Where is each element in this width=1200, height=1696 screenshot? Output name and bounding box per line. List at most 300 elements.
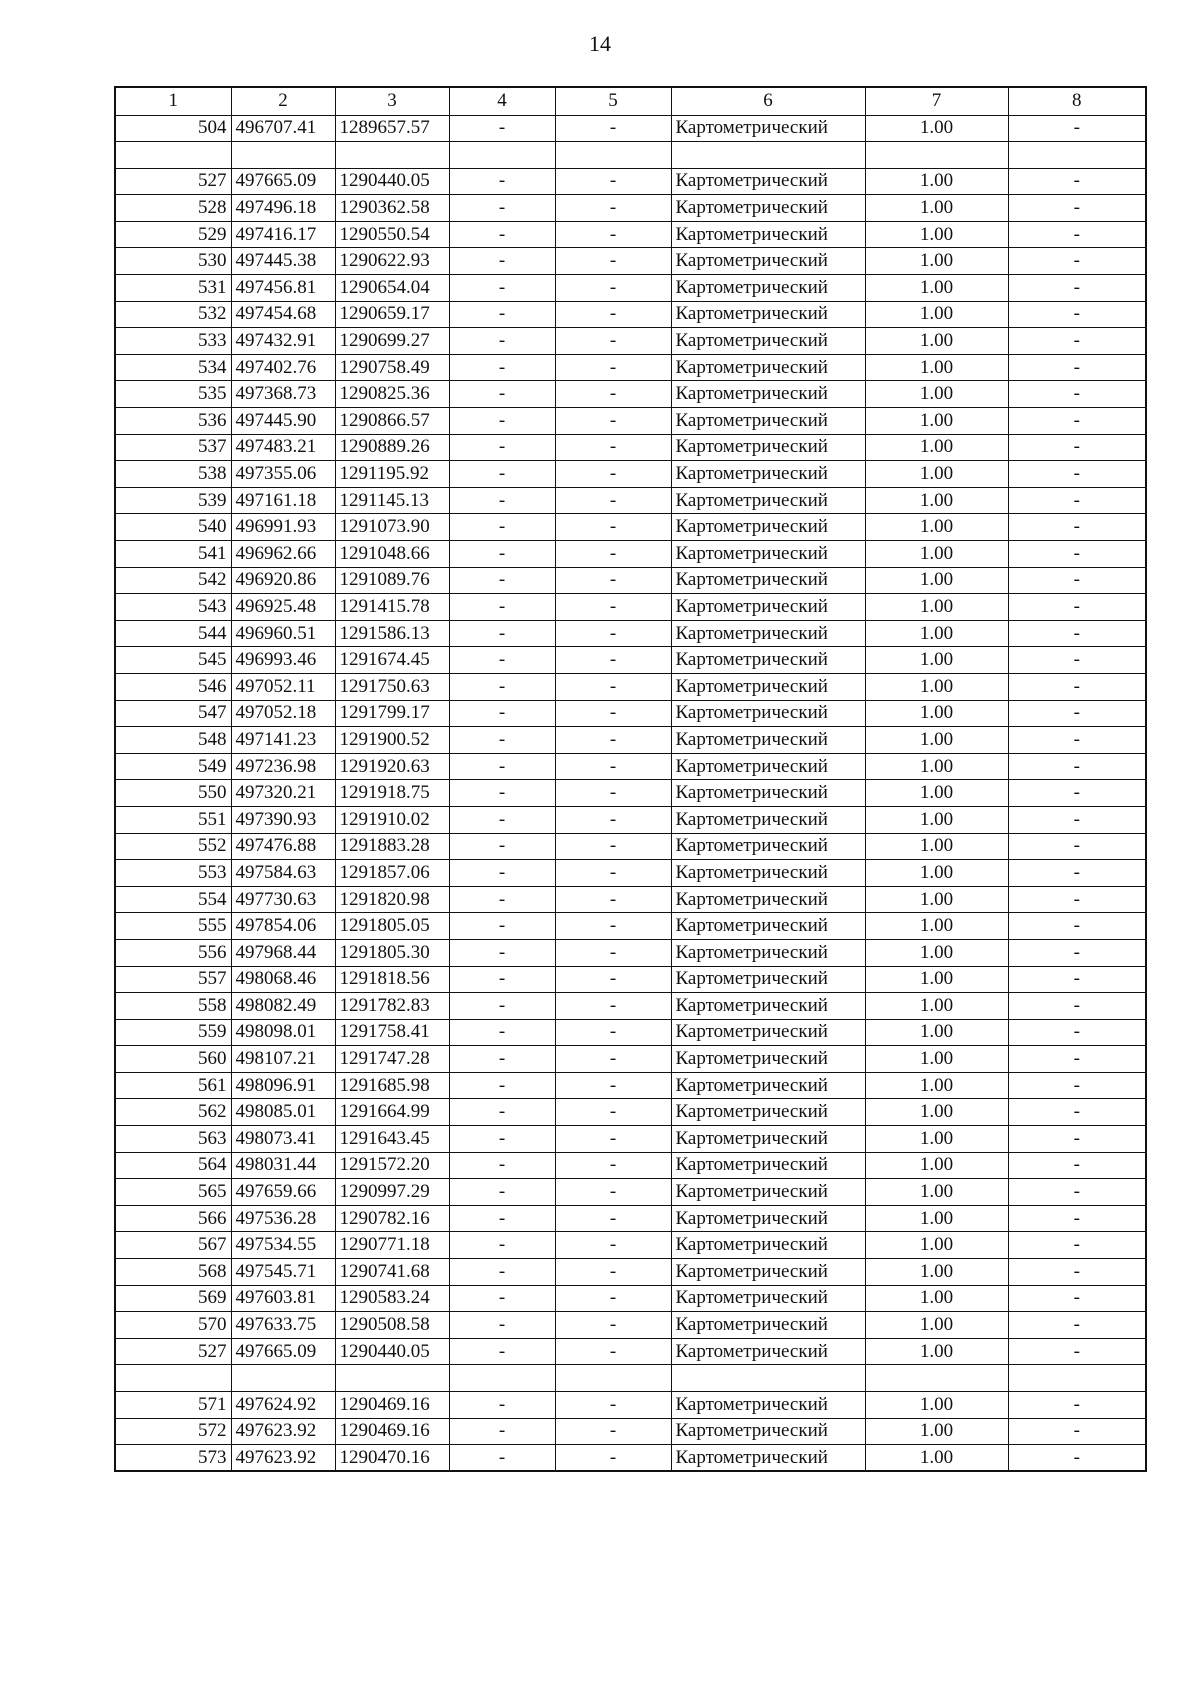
column-8-cell: -	[1008, 408, 1146, 435]
x-coordinate-cell: 498107.21	[231, 1046, 335, 1073]
accuracy-cell: 1.00	[865, 620, 1008, 647]
method-cell: Картометрический	[671, 913, 865, 940]
column-5-cell	[555, 1365, 671, 1392]
y-coordinate-cell: 1291799.17	[335, 700, 449, 727]
method-cell: Картометрический	[671, 966, 865, 993]
accuracy-cell: 1.00	[865, 993, 1008, 1020]
table-row	[115, 886, 1146, 913]
column-8-cell: -	[1008, 1152, 1146, 1179]
method-cell: Картометрический	[671, 275, 865, 302]
point-number-cell: 567	[115, 1232, 231, 1259]
column-8-cell: -	[1008, 115, 1146, 142]
x-coordinate-cell: 497445.38	[231, 248, 335, 275]
y-coordinate-cell: 1290771.18	[335, 1232, 449, 1259]
y-coordinate-cell: 1290622.93	[335, 248, 449, 275]
point-number-cell: 542	[115, 567, 231, 594]
accuracy-cell: 1.00	[865, 1126, 1008, 1153]
y-coordinate-cell: 1291805.30	[335, 939, 449, 966]
column-5-cell: -	[555, 1338, 671, 1365]
point-number-cell: 532	[115, 301, 231, 328]
column-4-cell: -	[449, 195, 555, 222]
y-coordinate-cell: 1291664.99	[335, 1099, 449, 1126]
point-number-cell: 545	[115, 647, 231, 674]
y-coordinate-cell: 1290782.16	[335, 1205, 449, 1232]
column-8-cell: -	[1008, 301, 1146, 328]
point-number-cell: 540	[115, 514, 231, 541]
column-8-cell: -	[1008, 328, 1146, 355]
table-row	[115, 647, 1146, 674]
column-4-cell: -	[449, 860, 555, 887]
x-coordinate-cell: 496962.66	[231, 541, 335, 568]
y-coordinate-cell: 1290440.05	[335, 168, 449, 195]
column-5-cell: -	[555, 727, 671, 754]
accuracy-cell: 1.00	[865, 1418, 1008, 1445]
x-coordinate-cell: 496925.48	[231, 594, 335, 621]
x-coordinate-cell: 497584.63	[231, 860, 335, 887]
column-8-cell: -	[1008, 1046, 1146, 1073]
method-cell: Картометрический	[671, 673, 865, 700]
column-8-cell: -	[1008, 1338, 1146, 1365]
method-cell: Картометрический	[671, 1072, 865, 1099]
method-cell: Картометрический	[671, 1099, 865, 1126]
method-cell: Картометрический	[671, 700, 865, 727]
column-5-cell: -	[555, 806, 671, 833]
y-coordinate-cell: 1291900.52	[335, 727, 449, 754]
method-cell	[671, 142, 865, 169]
y-coordinate-cell: 1291073.90	[335, 514, 449, 541]
method-cell: Картометрический	[671, 806, 865, 833]
table-row	[115, 408, 1146, 435]
table-row	[115, 434, 1146, 461]
point-number-cell: 555	[115, 913, 231, 940]
accuracy-cell: 1.00	[865, 541, 1008, 568]
y-coordinate-cell: 1291415.78	[335, 594, 449, 621]
column-8-cell: -	[1008, 1126, 1146, 1153]
x-coordinate-cell: 497536.28	[231, 1205, 335, 1232]
method-cell: Картометрический	[671, 195, 865, 222]
accuracy-cell: 1.00	[865, 168, 1008, 195]
table-row	[115, 594, 1146, 621]
column-4-cell: -	[449, 1338, 555, 1365]
column-8-cell: -	[1008, 647, 1146, 674]
point-number-cell: 563	[115, 1126, 231, 1153]
column-8-cell: -	[1008, 1072, 1146, 1099]
x-coordinate-cell: 497496.18	[231, 195, 335, 222]
column-8-cell: -	[1008, 514, 1146, 541]
column-5-cell: -	[555, 620, 671, 647]
accuracy-cell: 1.00	[865, 514, 1008, 541]
column-8-cell: -	[1008, 886, 1146, 913]
accuracy-cell: 1.00	[865, 301, 1008, 328]
accuracy-cell: 1.00	[865, 487, 1008, 514]
method-cell: Картометрический	[671, 461, 865, 488]
y-coordinate-cell: 1290550.54	[335, 221, 449, 248]
table-row	[115, 620, 1146, 647]
method-cell: Картометрический	[671, 328, 865, 355]
y-coordinate-cell: 1291857.06	[335, 860, 449, 887]
column-8-cell: -	[1008, 1179, 1146, 1206]
column-8-cell: -	[1008, 727, 1146, 754]
x-coordinate-cell: 496920.86	[231, 567, 335, 594]
x-coordinate-cell	[231, 142, 335, 169]
column-4-cell: -	[449, 673, 555, 700]
table-row	[115, 461, 1146, 488]
point-number-cell: 539	[115, 487, 231, 514]
column-8-cell: -	[1008, 1019, 1146, 1046]
y-coordinate-cell: 1290659.17	[335, 301, 449, 328]
x-coordinate-cell: 496707.41	[231, 115, 335, 142]
column-4-cell: -	[449, 1205, 555, 1232]
column-4-cell: -	[449, 1418, 555, 1445]
method-cell: Картометрический	[671, 168, 865, 195]
table-row	[115, 1259, 1146, 1286]
accuracy-cell: 1.00	[865, 328, 1008, 355]
column-5-cell: -	[555, 514, 671, 541]
column-header: 4	[449, 87, 555, 115]
column-4-cell: -	[449, 806, 555, 833]
y-coordinate-cell: 1291747.28	[335, 1046, 449, 1073]
column-4-cell: -	[449, 833, 555, 860]
method-cell: Картометрический	[671, 115, 865, 142]
column-4-cell: -	[449, 1179, 555, 1206]
column-5-cell: -	[555, 1445, 671, 1472]
column-8-cell: -	[1008, 753, 1146, 780]
column-5-cell: -	[555, 860, 671, 887]
point-number-cell: 559	[115, 1019, 231, 1046]
column-5-cell: -	[555, 1152, 671, 1179]
point-number-cell	[115, 1365, 231, 1392]
y-coordinate-cell: 1291643.45	[335, 1126, 449, 1153]
table-row	[115, 221, 1146, 248]
x-coordinate-cell: 497052.18	[231, 700, 335, 727]
x-coordinate-cell: 496960.51	[231, 620, 335, 647]
column-5-cell: -	[555, 1126, 671, 1153]
table-row	[115, 328, 1146, 355]
column-8-cell: -	[1008, 780, 1146, 807]
x-coordinate-cell: 497355.06	[231, 461, 335, 488]
table-row	[115, 487, 1146, 514]
point-number-cell: 541	[115, 541, 231, 568]
point-number-cell: 571	[115, 1392, 231, 1419]
table-row	[115, 1392, 1146, 1419]
column-8-cell: -	[1008, 541, 1146, 568]
x-coordinate-cell: 497623.92	[231, 1445, 335, 1472]
y-coordinate-cell: 1290825.36	[335, 381, 449, 408]
method-cell: Картометрический	[671, 939, 865, 966]
table-row	[115, 939, 1146, 966]
table-row	[115, 1072, 1146, 1099]
accuracy-cell	[865, 1365, 1008, 1392]
accuracy-cell: 1.00	[865, 860, 1008, 887]
y-coordinate-cell: 1291089.76	[335, 567, 449, 594]
method-cell: Картометрический	[671, 780, 865, 807]
table-row	[115, 993, 1146, 1020]
point-number-cell: 552	[115, 833, 231, 860]
column-5-cell: -	[555, 408, 671, 435]
method-cell: Картометрический	[671, 1285, 865, 1312]
accuracy-cell: 1.00	[865, 248, 1008, 275]
column-5-cell: -	[555, 993, 671, 1020]
table-row	[115, 301, 1146, 328]
column-8-cell: -	[1008, 1285, 1146, 1312]
column-4-cell	[449, 1365, 555, 1392]
x-coordinate-cell: 497603.81	[231, 1285, 335, 1312]
accuracy-cell: 1.00	[865, 408, 1008, 435]
column-8-cell: -	[1008, 1392, 1146, 1419]
column-4-cell: -	[449, 408, 555, 435]
accuracy-cell: 1.00	[865, 727, 1008, 754]
column-8-cell: -	[1008, 700, 1146, 727]
column-8-cell: -	[1008, 1418, 1146, 1445]
column-8-cell: -	[1008, 860, 1146, 887]
column-4-cell	[449, 142, 555, 169]
column-4-cell: -	[449, 913, 555, 940]
column-4-cell: -	[449, 487, 555, 514]
x-coordinate-cell: 497320.21	[231, 780, 335, 807]
column-5-cell: -	[555, 248, 671, 275]
accuracy-cell: 1.00	[865, 434, 1008, 461]
point-number-cell: 533	[115, 328, 231, 355]
point-number-cell: 550	[115, 780, 231, 807]
column-5-cell: -	[555, 461, 671, 488]
column-5-cell: -	[555, 1312, 671, 1339]
accuracy-cell: 1.00	[865, 354, 1008, 381]
column-5-cell: -	[555, 1205, 671, 1232]
column-8-cell: -	[1008, 966, 1146, 993]
point-number-cell: 528	[115, 195, 231, 222]
accuracy-cell: 1.00	[865, 966, 1008, 993]
point-number-cell: 562	[115, 1099, 231, 1126]
y-coordinate-cell: 1291920.63	[335, 753, 449, 780]
column-4-cell: -	[449, 541, 555, 568]
column-5-cell: -	[555, 1072, 671, 1099]
method-cell: Картометрический	[671, 860, 865, 887]
accuracy-cell: 1.00	[865, 381, 1008, 408]
y-coordinate-cell: 1290470.16	[335, 1445, 449, 1472]
point-number-cell: 565	[115, 1179, 231, 1206]
y-coordinate-cell: 1291145.13	[335, 487, 449, 514]
column-8-cell: -	[1008, 275, 1146, 302]
table-row	[115, 966, 1146, 993]
column-5-cell: -	[555, 487, 671, 514]
y-coordinate-cell: 1291685.98	[335, 1072, 449, 1099]
x-coordinate-cell: 497402.76	[231, 354, 335, 381]
column-5-cell: -	[555, 541, 671, 568]
method-cell: Картометрический	[671, 1152, 865, 1179]
accuracy-cell: 1.00	[865, 1205, 1008, 1232]
table-row	[115, 1179, 1146, 1206]
accuracy-cell: 1.00	[865, 673, 1008, 700]
column-5-cell: -	[555, 354, 671, 381]
column-4-cell: -	[449, 461, 555, 488]
table-row	[115, 195, 1146, 222]
x-coordinate-cell: 497445.90	[231, 408, 335, 435]
y-coordinate-cell: 1290440.05	[335, 1338, 449, 1365]
column-4-cell: -	[449, 1072, 555, 1099]
table-row	[115, 1152, 1146, 1179]
method-cell: Картометрический	[671, 434, 865, 461]
point-number-cell: 554	[115, 886, 231, 913]
accuracy-cell: 1.00	[865, 1152, 1008, 1179]
column-4-cell: -	[449, 753, 555, 780]
method-cell: Картометрический	[671, 1259, 865, 1286]
accuracy-cell: 1.00	[865, 567, 1008, 594]
point-number-cell: 547	[115, 700, 231, 727]
accuracy-cell: 1.00	[865, 115, 1008, 142]
column-4-cell: -	[449, 780, 555, 807]
accuracy-cell	[865, 142, 1008, 169]
x-coordinate-cell: 497545.71	[231, 1259, 335, 1286]
column-header: 6	[671, 87, 865, 115]
point-number-cell: 543	[115, 594, 231, 621]
column-4-cell: -	[449, 221, 555, 248]
column-4-cell: -	[449, 301, 555, 328]
point-number-cell: 531	[115, 275, 231, 302]
y-coordinate-cell: 1291048.66	[335, 541, 449, 568]
point-number-cell: 537	[115, 434, 231, 461]
accuracy-cell: 1.00	[865, 886, 1008, 913]
column-5-cell: -	[555, 275, 671, 302]
x-coordinate-cell: 497456.81	[231, 275, 335, 302]
point-number-cell: 570	[115, 1312, 231, 1339]
column-8-cell: -	[1008, 1312, 1146, 1339]
point-number-cell: 527	[115, 1338, 231, 1365]
column-8-cell: -	[1008, 673, 1146, 700]
x-coordinate-cell: 498082.49	[231, 993, 335, 1020]
x-coordinate-cell: 497854.06	[231, 913, 335, 940]
method-cell: Картометрический	[671, 248, 865, 275]
column-4-cell: -	[449, 594, 555, 621]
table-row	[115, 1445, 1146, 1472]
x-coordinate-cell: 497624.92	[231, 1392, 335, 1419]
column-8-cell: -	[1008, 354, 1146, 381]
table-row	[115, 1285, 1146, 1312]
method-cell: Картометрический	[671, 354, 865, 381]
coordinates-table	[114, 86, 1147, 1472]
column-8-cell: -	[1008, 913, 1146, 940]
accuracy-cell: 1.00	[865, 833, 1008, 860]
table-row	[115, 1046, 1146, 1073]
method-cell: Картометрический	[671, 514, 865, 541]
column-4-cell: -	[449, 1232, 555, 1259]
column-8-cell: -	[1008, 168, 1146, 195]
column-4-cell: -	[449, 647, 555, 674]
method-cell: Картометрический	[671, 594, 865, 621]
method-cell: Картометрический	[671, 620, 865, 647]
table-row	[115, 1312, 1146, 1339]
column-5-cell: -	[555, 1259, 671, 1286]
column-8-cell: -	[1008, 461, 1146, 488]
column-5-cell: -	[555, 939, 671, 966]
method-cell: Картометрический	[671, 381, 865, 408]
column-4-cell: -	[449, 939, 555, 966]
column-5-cell: -	[555, 381, 671, 408]
table-row	[115, 860, 1146, 887]
point-number-cell: 553	[115, 860, 231, 887]
column-8-cell: -	[1008, 1259, 1146, 1286]
accuracy-cell: 1.00	[865, 913, 1008, 940]
method-cell: Картометрический	[671, 1232, 865, 1259]
point-number-cell: 561	[115, 1072, 231, 1099]
column-5-cell: -	[555, 195, 671, 222]
column-4-cell: -	[449, 966, 555, 993]
method-cell: Картометрический	[671, 567, 865, 594]
column-4-cell: -	[449, 1312, 555, 1339]
column-5-cell: -	[555, 301, 671, 328]
accuracy-cell: 1.00	[865, 939, 1008, 966]
column-5-cell: -	[555, 833, 671, 860]
y-coordinate-cell: 1290508.58	[335, 1312, 449, 1339]
table-row	[115, 806, 1146, 833]
method-cell: Картометрический	[671, 408, 865, 435]
column-5-cell: -	[555, 647, 671, 674]
x-coordinate-cell: 498096.91	[231, 1072, 335, 1099]
y-coordinate-cell	[335, 142, 449, 169]
table-row	[115, 727, 1146, 754]
table-header-row	[115, 87, 1146, 115]
column-5-cell: -	[555, 328, 671, 355]
method-cell: Картометрический	[671, 1418, 865, 1445]
column-5-cell	[555, 142, 671, 169]
column-4-cell: -	[449, 354, 555, 381]
method-cell: Картометрический	[671, 1445, 865, 1472]
table-row	[115, 700, 1146, 727]
column-8-cell: -	[1008, 594, 1146, 621]
point-number-cell: 548	[115, 727, 231, 754]
method-cell: Картометрический	[671, 1126, 865, 1153]
method-cell: Картометрический	[671, 833, 865, 860]
x-coordinate-cell: 498073.41	[231, 1126, 335, 1153]
point-number-cell: 572	[115, 1418, 231, 1445]
column-5-cell: -	[555, 753, 671, 780]
accuracy-cell: 1.00	[865, 1285, 1008, 1312]
y-coordinate-cell: 1290741.68	[335, 1259, 449, 1286]
accuracy-cell: 1.00	[865, 1445, 1008, 1472]
column-8-cell: -	[1008, 567, 1146, 594]
column-8-cell: -	[1008, 1099, 1146, 1126]
column-4-cell: -	[449, 115, 555, 142]
table-row	[115, 168, 1146, 195]
column-4-cell: -	[449, 381, 555, 408]
table-row	[115, 1126, 1146, 1153]
column-4-cell: -	[449, 1285, 555, 1312]
column-5-cell: -	[555, 567, 671, 594]
accuracy-cell: 1.00	[865, 195, 1008, 222]
y-coordinate-cell: 1290469.16	[335, 1392, 449, 1419]
column-4-cell: -	[449, 1126, 555, 1153]
y-coordinate-cell: 1289657.57	[335, 115, 449, 142]
table-row	[115, 275, 1146, 302]
y-coordinate-cell: 1291818.56	[335, 966, 449, 993]
table-row	[115, 541, 1146, 568]
method-cell: Картометрический	[671, 727, 865, 754]
accuracy-cell: 1.00	[865, 1099, 1008, 1126]
table-row	[115, 115, 1146, 142]
table-row	[115, 673, 1146, 700]
method-cell: Картометрический	[671, 1179, 865, 1206]
column-5-cell: -	[555, 1418, 671, 1445]
y-coordinate-cell: 1291750.63	[335, 673, 449, 700]
point-number-cell: 551	[115, 806, 231, 833]
x-coordinate-cell: 497534.55	[231, 1232, 335, 1259]
x-coordinate-cell: 496993.46	[231, 647, 335, 674]
x-coordinate-cell: 498085.01	[231, 1099, 335, 1126]
method-cell: Картометрический	[671, 1046, 865, 1073]
column-4-cell: -	[449, 248, 555, 275]
column-8-cell: -	[1008, 248, 1146, 275]
x-coordinate-cell: 497432.91	[231, 328, 335, 355]
column-4-cell: -	[449, 1445, 555, 1472]
